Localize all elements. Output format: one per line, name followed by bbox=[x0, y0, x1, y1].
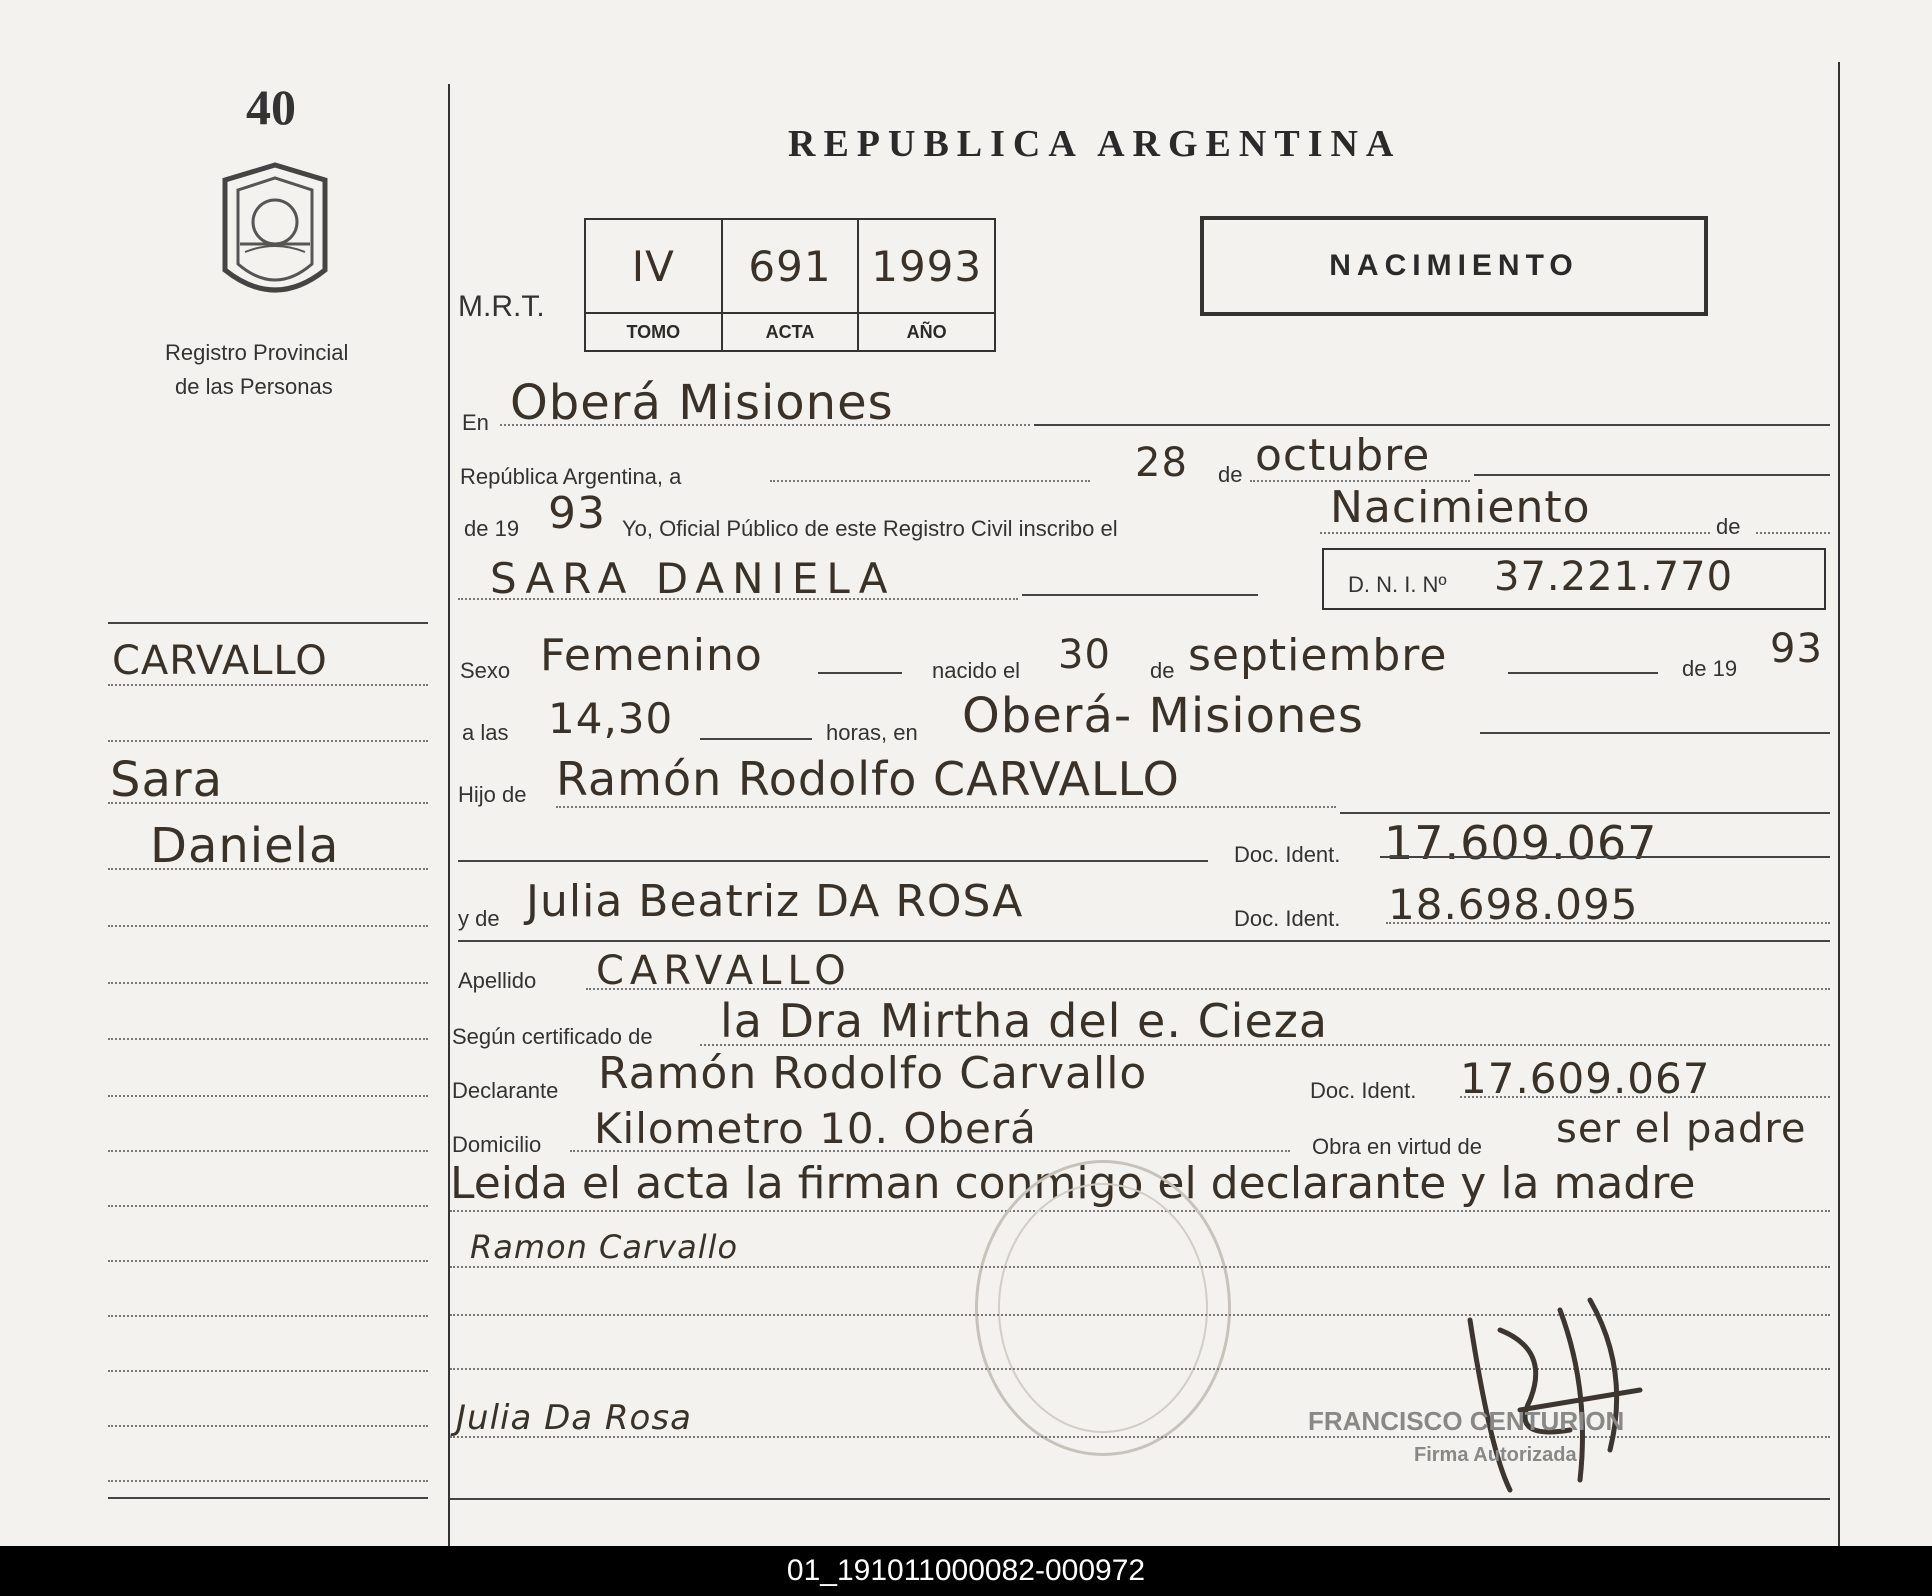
horas-label: horas, en bbox=[826, 720, 918, 745]
de-label-2: de bbox=[1716, 514, 1741, 539]
nacido-label: nacido el bbox=[932, 658, 1021, 683]
inscribe-value: Nacimiento bbox=[1330, 482, 1591, 533]
madre-value: Julia Beatriz DA ROSA bbox=[526, 876, 1024, 927]
year-prefix-label: de 19 bbox=[464, 516, 520, 541]
firma-madre: Julia Da Rosa bbox=[456, 1398, 692, 1438]
official-stamp bbox=[975, 1160, 1231, 1456]
anio-label: AÑO bbox=[859, 312, 994, 350]
day-value: 28 bbox=[1135, 440, 1188, 486]
tomo-label: TOMO bbox=[586, 312, 721, 350]
month-value: octubre bbox=[1255, 430, 1431, 481]
segun-label: Según certificado de bbox=[452, 1024, 653, 1049]
tomo-value: IV bbox=[631, 242, 675, 291]
domicilio-label: Domicilio bbox=[452, 1132, 542, 1157]
record-type-box: NACIMIENTO bbox=[1200, 216, 1708, 316]
firma-autorizada-label: Firma Autorizada bbox=[1414, 1444, 1577, 1466]
anio-value: 1993 bbox=[871, 242, 983, 291]
mrt-label: M.R.T. bbox=[458, 290, 545, 323]
registry-name-line2: de las Personas bbox=[175, 374, 333, 399]
apellido-value: CARVALLO bbox=[596, 948, 852, 994]
en-value: Oberá Misiones bbox=[510, 375, 894, 431]
declarante-label: Declarante bbox=[452, 1078, 559, 1103]
declarante-doc-label: Doc. Ident. bbox=[1310, 1078, 1417, 1103]
nacido-month: septiembre bbox=[1188, 630, 1448, 681]
en-label: En bbox=[462, 410, 489, 435]
hora-value: 14,30 bbox=[548, 694, 674, 743]
madre-doc-value: 18.698.095 bbox=[1388, 880, 1639, 929]
year-suffix-value: 93 bbox=[548, 488, 606, 539]
de-label: de bbox=[1218, 462, 1243, 487]
y-de-label: y de bbox=[458, 906, 500, 931]
obra-label: Obra en virtud de bbox=[1312, 1134, 1482, 1159]
padre-value: Ramón Rodolfo CARVALLO bbox=[556, 752, 1180, 806]
oficial-text: Yo, Oficial Público de este Registro Civil inscribo el bbox=[622, 516, 1118, 541]
a-las-label: a las bbox=[462, 720, 509, 745]
official-signature-scribble bbox=[1460, 1290, 1660, 1510]
republica-label: República Argentina, a bbox=[460, 464, 682, 489]
dni-label: D. N. I. Nº bbox=[1348, 572, 1447, 597]
document-title: REPUBLICA ARGENTINA bbox=[788, 123, 1402, 165]
domicilio-value: Kilometro 10. Oberá bbox=[594, 1104, 1037, 1153]
registry-seal-icon bbox=[210, 160, 340, 310]
madre-doc-label: Doc. Ident. bbox=[1234, 906, 1341, 931]
sexo-label: Sexo bbox=[460, 658, 511, 683]
acta-label: ACTA bbox=[723, 312, 858, 350]
dni-box bbox=[1322, 548, 1826, 610]
declarante-value: Ramón Rodolfo Carvallo bbox=[598, 1048, 1148, 1099]
padre-doc-label: Doc. Ident. bbox=[1234, 842, 1341, 867]
hijo-label: Hijo de bbox=[458, 782, 527, 807]
padre-doc-value: 17.609.067 bbox=[1384, 816, 1658, 870]
nacido-year: 93 bbox=[1770, 626, 1823, 672]
acta-value: 691 bbox=[748, 242, 832, 291]
sexo-value: Femenino bbox=[540, 630, 763, 681]
person-name: SARA DANIELA bbox=[490, 554, 896, 603]
segun-value: la Dra Mirtha del e. Cieza bbox=[720, 994, 1329, 1048]
obra-value: ser el padre bbox=[1556, 1106, 1807, 1152]
de19-label: de 19 bbox=[1682, 656, 1738, 681]
firma-declarante: Ramon Carvallo bbox=[470, 1228, 739, 1266]
mrt-table bbox=[584, 218, 996, 352]
margin-name-1: Sara bbox=[110, 752, 224, 808]
dni-value: 37.221.770 bbox=[1494, 554, 1734, 600]
registry-name-line1: Registro Provincial bbox=[165, 340, 349, 365]
margin-name-2: Daniela bbox=[150, 818, 340, 874]
image-id-footer: 01_191011000082-000972 bbox=[0, 1546, 1932, 1596]
nacido-day: 30 bbox=[1058, 632, 1111, 678]
oficial-name: FRANCISCO CENTURION bbox=[1308, 1406, 1625, 1436]
de-label-3: de bbox=[1150, 658, 1175, 683]
apellido-label: Apellido bbox=[458, 968, 537, 993]
margin-surname: CARVALLO bbox=[112, 638, 328, 684]
leida-text: Leida el acta la firman conmigo el declarante y la madre bbox=[450, 1158, 1696, 1209]
page-number: 40 bbox=[246, 79, 296, 135]
declarante-doc-value: 17.609.067 bbox=[1460, 1054, 1711, 1103]
lugar-value: Oberá- Misiones bbox=[962, 688, 1364, 744]
